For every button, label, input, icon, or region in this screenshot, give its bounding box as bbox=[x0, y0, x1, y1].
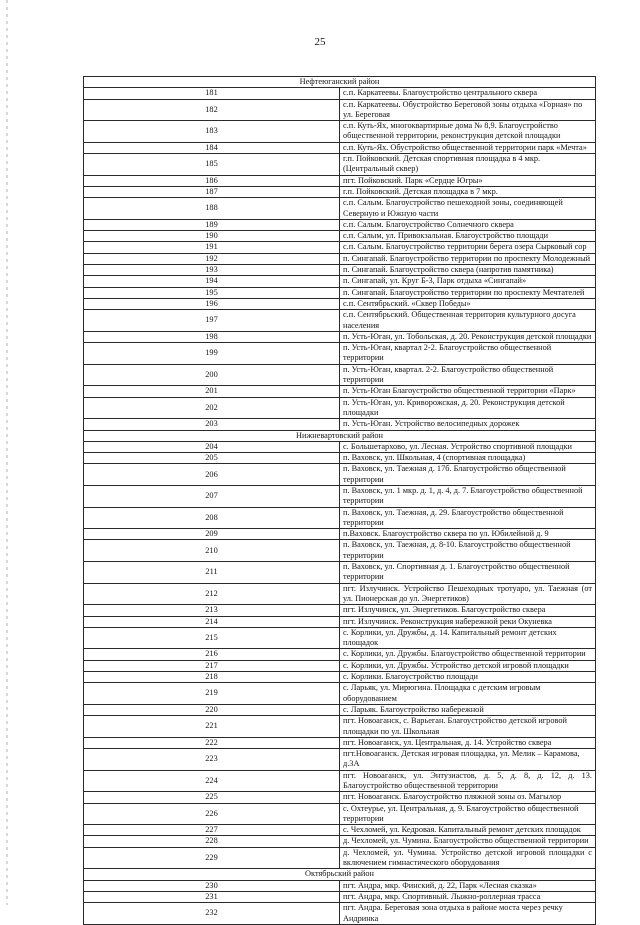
table-row bbox=[84, 219, 596, 230]
table-row bbox=[84, 253, 596, 264]
row-number: 195 bbox=[84, 287, 340, 298]
row-description: пгт. Новоаганск, ул. Центральная, д. 14. Устройство сквера bbox=[340, 737, 596, 748]
row-number: 215 bbox=[84, 627, 340, 649]
table-row bbox=[84, 142, 596, 153]
row-description: с. Корлики, ул. Дружбы, д. 14. Капитальный ремонт детских площадок bbox=[340, 627, 596, 649]
row-number: 192 bbox=[84, 253, 340, 264]
table-row bbox=[84, 529, 596, 540]
row-number: 185 bbox=[84, 154, 340, 176]
page-binding-edge bbox=[6, 0, 8, 905]
row-number: 182 bbox=[84, 99, 340, 121]
table-row bbox=[84, 242, 596, 253]
district-header-row bbox=[84, 77, 596, 88]
table-row bbox=[84, 485, 596, 507]
table-row bbox=[84, 88, 596, 99]
district-title: Нижневартовский район bbox=[84, 430, 596, 441]
row-number: 201 bbox=[84, 386, 340, 397]
projects-table-body bbox=[84, 77, 596, 925]
row-number: 205 bbox=[84, 453, 340, 464]
row-description: пгт. Пойковский. Парк «Сердце Югры» bbox=[340, 175, 596, 186]
row-number: 187 bbox=[84, 186, 340, 197]
table-row bbox=[84, 186, 596, 197]
table-row bbox=[84, 716, 596, 738]
row-description: пгт. Излучинск. Устройство Пешеходных тротуаро, ул. Таежная (от ул. Пионерская до ул. Энергетиков) bbox=[340, 583, 596, 605]
table-row bbox=[84, 386, 596, 397]
row-number: 231 bbox=[84, 891, 340, 902]
row-number: 210 bbox=[84, 540, 340, 562]
row-number: 207 bbox=[84, 485, 340, 507]
row-description: с.п. Салым. Благоустройство территории берега озера Сырковый сор bbox=[340, 242, 596, 253]
district-header-row bbox=[84, 430, 596, 441]
row-number: 188 bbox=[84, 198, 340, 220]
projects-table bbox=[83, 76, 596, 925]
row-description: п. Усть-Юган. Устройство велосипедных дорожек bbox=[340, 419, 596, 430]
row-number: 196 bbox=[84, 298, 340, 309]
row-description: с.п. Сентябрьский. Общественная территория культурного досуга населения bbox=[340, 310, 596, 332]
table-row bbox=[84, 649, 596, 660]
district-title: Нефтеюганский район bbox=[84, 77, 596, 88]
table-row bbox=[84, 298, 596, 309]
row-description: пгт. Излучинск. Реконструкция набережной реки Окуневка bbox=[340, 616, 596, 627]
table-row bbox=[84, 99, 596, 121]
row-description: п. Сингапай. Благоустройство сквера (напротив памятника) bbox=[340, 265, 596, 276]
table-row bbox=[84, 770, 596, 792]
table-row bbox=[84, 825, 596, 836]
table-row bbox=[84, 175, 596, 186]
table-row bbox=[84, 464, 596, 486]
row-number: 189 bbox=[84, 219, 340, 230]
row-description: пгт. Излучинск, ул. Энергетиков. Благоустройство сквера bbox=[340, 605, 596, 616]
row-description: п. Усть-Юган, ул. Криворожская, д. 20. Реконструкция детской площадки bbox=[340, 397, 596, 419]
row-description: с.п. Сентябрьский. «Сквер Победы» bbox=[340, 298, 596, 309]
table-row bbox=[84, 583, 596, 605]
row-description: пгт.Новоаганск. Детская игровая площадка, ул. Мелик – Карамова, д.3А bbox=[340, 749, 596, 771]
row-number: 232 bbox=[84, 903, 340, 925]
row-description: п. Ваховск, ул. 1 мкр. д. 1, д. 4, д. 7. Благоустройство общественной территории bbox=[340, 485, 596, 507]
table-row bbox=[84, 737, 596, 748]
row-number: 209 bbox=[84, 529, 340, 540]
table-row bbox=[84, 903, 596, 925]
row-number: 200 bbox=[84, 364, 340, 386]
row-description: с.п. Каркатеевы. Обустройство Береговой зоны отдыха «Горная» по ул. Береговая bbox=[340, 99, 596, 121]
row-description: с.п. Куть-Ях, многоквартирные дома № 8,9. Благоустройство общественной территории, реконструкция детской площадки bbox=[340, 121, 596, 143]
row-number: 183 bbox=[84, 121, 340, 143]
table-row bbox=[84, 287, 596, 298]
row-description: с.п. Каркатеевы. Благоустройство центрального сквера bbox=[340, 88, 596, 99]
table-row bbox=[84, 364, 596, 386]
row-number: 184 bbox=[84, 142, 340, 153]
table-row bbox=[84, 672, 596, 683]
table-row bbox=[84, 441, 596, 452]
row-description: п. Сингапай, ул. Круг Б-3, Парк отдыха «Сингапай» bbox=[340, 276, 596, 287]
row-description: п.Ваховск. Благоустройство сквера по ул. Юбилейной д. 9 bbox=[340, 529, 596, 540]
row-description: с. Охтеурье, ул. Центральная, д. 9. Благоустройство общественной территории bbox=[340, 803, 596, 825]
table-row bbox=[84, 836, 596, 847]
row-number: 218 bbox=[84, 672, 340, 683]
row-number: 223 bbox=[84, 749, 340, 771]
row-number: 214 bbox=[84, 616, 340, 627]
row-description: пгт. Новоаганск. Благоустройство пляжной зоны оз. Магылор bbox=[340, 792, 596, 803]
table-row bbox=[84, 880, 596, 891]
table-row bbox=[84, 683, 596, 705]
row-number: 226 bbox=[84, 803, 340, 825]
table-row bbox=[84, 331, 596, 342]
table-row bbox=[84, 397, 596, 419]
row-number: 186 bbox=[84, 175, 340, 186]
row-description: с.п. Салым. Благоустройство пешеходной зоны, соединяющей Северную и Южную части bbox=[340, 198, 596, 220]
row-description: с. Корлики, ул. Дружбы. Благоустройство общественной территории bbox=[340, 649, 596, 660]
row-number: 219 bbox=[84, 683, 340, 705]
row-number: 211 bbox=[84, 562, 340, 584]
table-row bbox=[84, 453, 596, 464]
table-row bbox=[84, 704, 596, 715]
table-row bbox=[84, 792, 596, 803]
table-row bbox=[84, 121, 596, 143]
table-row bbox=[84, 749, 596, 771]
table-row bbox=[84, 419, 596, 430]
table-row bbox=[84, 847, 596, 869]
row-description: п. Усть-Юган, квартал. 2-2. Благоустройство общественной территории bbox=[340, 364, 596, 386]
table-row bbox=[84, 562, 596, 584]
row-number: 193 bbox=[84, 265, 340, 276]
row-number: 221 bbox=[84, 716, 340, 738]
table-row bbox=[84, 627, 596, 649]
table-row bbox=[84, 343, 596, 365]
row-description: пгт. Андра. Береговая зона отдыха в районе моста через речку Андринка bbox=[340, 903, 596, 925]
row-number: 197 bbox=[84, 310, 340, 332]
row-description: с. Корлики. Благоустройство площади bbox=[340, 672, 596, 683]
row-description: с. Ларьяк. Благоустройство набережной bbox=[340, 704, 596, 715]
row-description: п. Усть-Юган, квартал 2-2. Благоустройство общественной территории bbox=[340, 343, 596, 365]
table-row bbox=[84, 660, 596, 671]
row-number: 198 bbox=[84, 331, 340, 342]
row-description: п. Ваховск, ул. Таежная, д. 29. Благоустройство общественной территории bbox=[340, 507, 596, 529]
row-description: п. Сингапай. Благоустройство территории по проспекту Мечтателей bbox=[340, 287, 596, 298]
row-description: г.п. Пойковский. Детская площадка в 7 мкр. bbox=[340, 186, 596, 197]
row-description: с.п. Куть-Ях. Обустройство общественной территории парк «Мечта» bbox=[340, 142, 596, 153]
table-row bbox=[84, 265, 596, 276]
row-number: 230 bbox=[84, 880, 340, 891]
table-row bbox=[84, 310, 596, 332]
row-number: 203 bbox=[84, 419, 340, 430]
table-row bbox=[84, 803, 596, 825]
row-number: 229 bbox=[84, 847, 340, 869]
table-row bbox=[84, 198, 596, 220]
row-number: 204 bbox=[84, 441, 340, 452]
row-description: с. Корлики, ул. Дружбы. Устройство детской игровой площадки bbox=[340, 660, 596, 671]
row-number: 227 bbox=[84, 825, 340, 836]
row-description: п. Усть-Юган Благоустройство общественной территории «Парк» bbox=[340, 386, 596, 397]
table-row bbox=[84, 540, 596, 562]
page-number: 25 bbox=[314, 36, 326, 48]
row-description: с. Большетархово, ул. Лесная. Устройство спортивной площадки bbox=[340, 441, 596, 452]
row-description: д. Чехломей, ул. Чумина. Благоустройство общественной территории bbox=[340, 836, 596, 847]
row-description: пгт. Новоаганск, ул. Энтузиастов, д. 5, д. 8, д. 12, д. 13. Благоустройство общественной территории bbox=[340, 770, 596, 792]
row-number: 216 bbox=[84, 649, 340, 660]
row-number: 224 bbox=[84, 770, 340, 792]
row-description: п. Сингапай. Благоустройство территории по проспекту Молодежный bbox=[340, 253, 596, 264]
row-description: с.п. Салым, ул. Привокзальная. Благоустройство площади bbox=[340, 231, 596, 242]
row-number: 208 bbox=[84, 507, 340, 529]
row-description: п. Ваховск, ул. Таежная, д. 8-10. Благоустройство общественной территории bbox=[340, 540, 596, 562]
row-number: 222 bbox=[84, 737, 340, 748]
row-number: 194 bbox=[84, 276, 340, 287]
row-number: 217 bbox=[84, 660, 340, 671]
row-number: 213 bbox=[84, 605, 340, 616]
row-number: 212 bbox=[84, 583, 340, 605]
row-description: п. Ваховск, ул. Школьная, 4 (спортивная площадка) bbox=[340, 453, 596, 464]
row-number: 199 bbox=[84, 343, 340, 365]
row-description: с. Ларьяк, ул. Мирюгина. Площадка с детским игровым оборудованием bbox=[340, 683, 596, 705]
table-row bbox=[84, 507, 596, 529]
row-number: 202 bbox=[84, 397, 340, 419]
row-description: г.п. Пойковский. Детская спортивная площадка в 4 мкр. (Центральный сквер) bbox=[340, 154, 596, 176]
row-number: 181 bbox=[84, 88, 340, 99]
district-title: Октябрьский район bbox=[84, 869, 596, 880]
row-description: с.п. Салым. Благоустройство Солнечного сквера bbox=[340, 219, 596, 230]
row-description: п. Ваховск, ул. Таежная д. 17б. Благоустройство общественной территории bbox=[340, 464, 596, 486]
row-description: п. Ваховск, ул. Спортивная д. 1. Благоустройство общественной территории bbox=[340, 562, 596, 584]
row-description: с. Чехломей, ул. Кедровая. Капитальный ремонт детских площадок bbox=[340, 825, 596, 836]
row-description: пгт. Андра, мкр. Спортивный. Лыжно-роллерная трасса bbox=[340, 891, 596, 902]
table-row bbox=[84, 891, 596, 902]
district-header-row bbox=[84, 869, 596, 880]
table-row bbox=[84, 605, 596, 616]
row-number: 220 bbox=[84, 704, 340, 715]
row-description: д. Чехломей, ул. Чумина. Устройство детской игровой площадки с включением гимнастического оборудования bbox=[340, 847, 596, 869]
row-description: п. Усть-Юган, ул. Тобольская, д. 20. Реконструкция детской площадки bbox=[340, 331, 596, 342]
row-description: пгт. Новоаганск, с. Варьеган. Благоустройство детской игровой площадки по ул. Школьная bbox=[340, 716, 596, 738]
row-number: 191 bbox=[84, 242, 340, 253]
row-number: 225 bbox=[84, 792, 340, 803]
table-row bbox=[84, 616, 596, 627]
table-row bbox=[84, 231, 596, 242]
row-description: пгт. Андра, мкр. Финский, д. 22, Парк «Лесная сказка» bbox=[340, 880, 596, 891]
table-row bbox=[84, 276, 596, 287]
row-number: 190 bbox=[84, 231, 340, 242]
table-row bbox=[84, 154, 596, 176]
row-number: 228 bbox=[84, 836, 340, 847]
row-number: 206 bbox=[84, 464, 340, 486]
